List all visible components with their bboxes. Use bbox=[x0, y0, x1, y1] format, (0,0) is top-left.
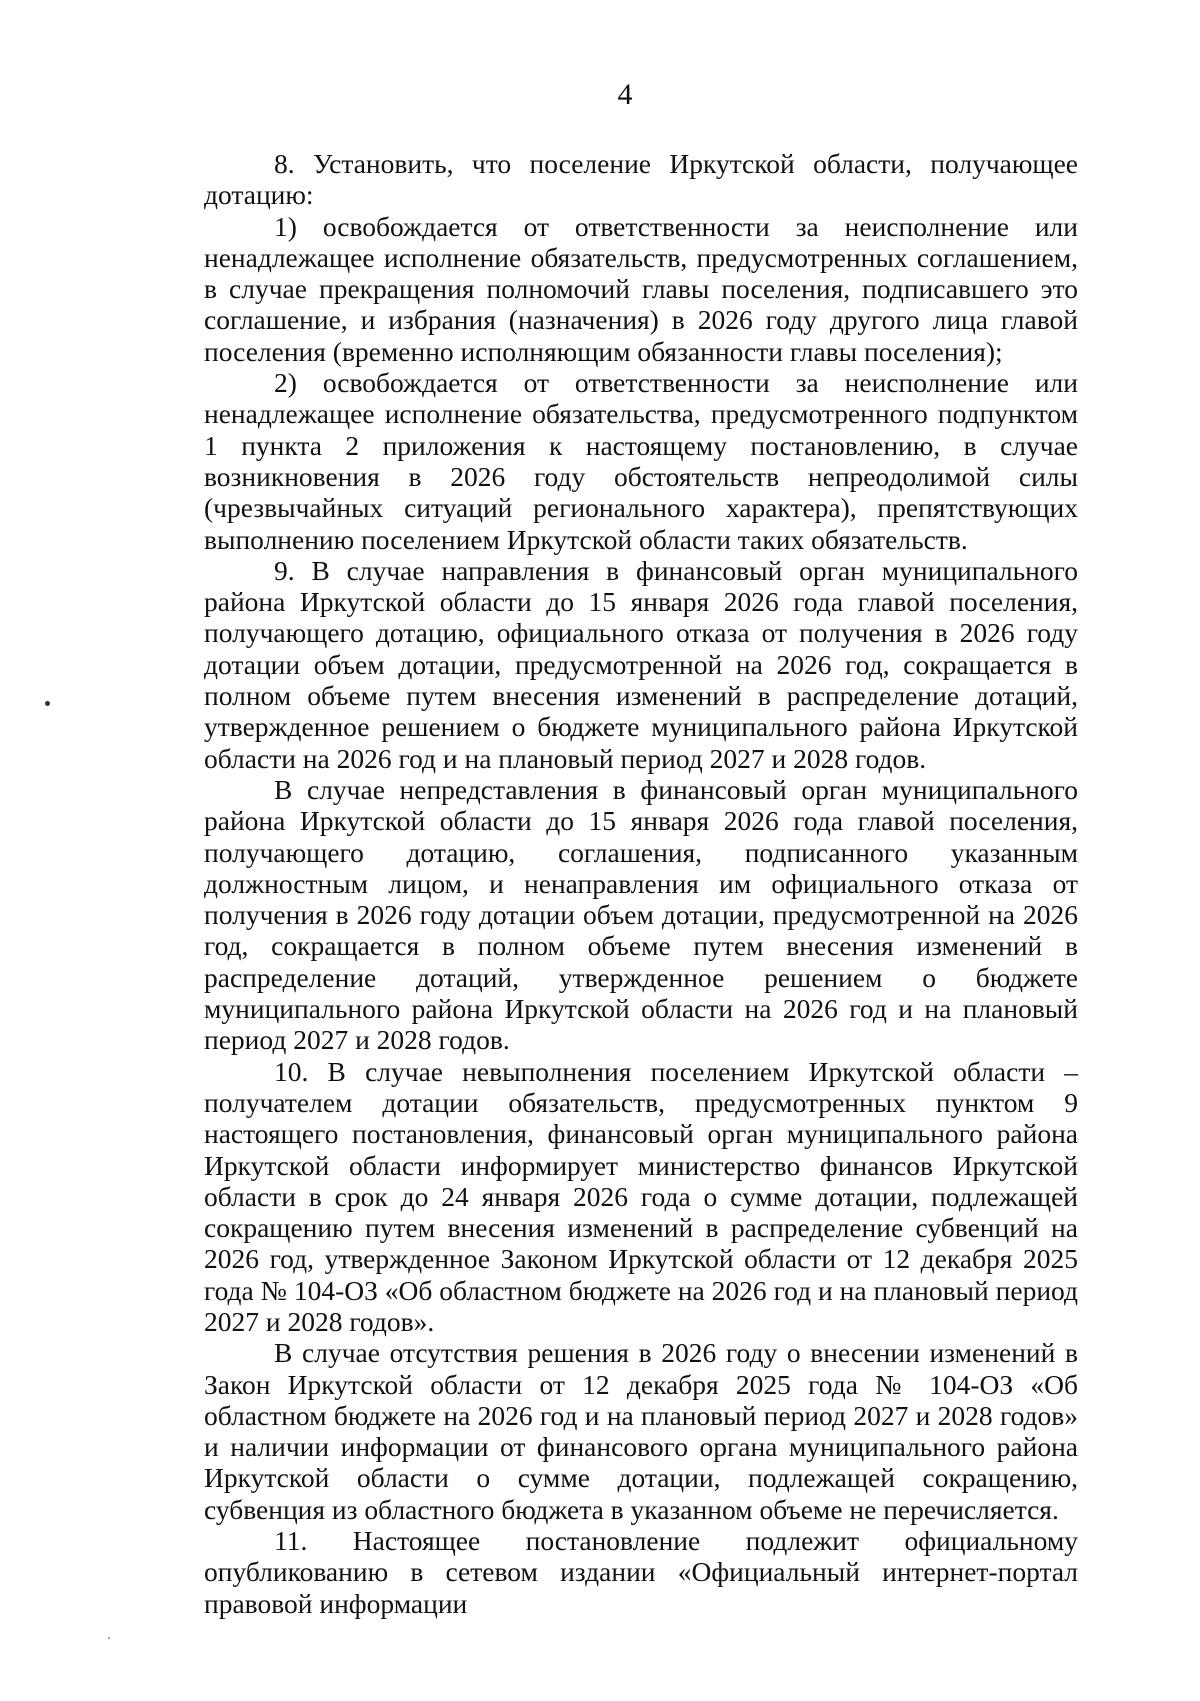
paragraph-subitem-1: 1) освобождается от ответственности за неисполнение или ненадлежащее исполнение обязательств, предусмотренных соглашением, в случае прекращения полномочий главы поселения, подписавшего это соглашение, и избрания (назначения) в 2026 году другого лица главой поселения (временно исполняющим обязанности главы поселения); bbox=[204, 210, 1078, 367]
scan-speck bbox=[108, 1637, 110, 1639]
paragraph-item-9: 9. В случае направления в финансовый орган муниципального района Иркутской области до 15 января 2026 года главой поселения, получающего дотацию, официального отказа от получения в 2026 году дотации объем дотации, предусмотренной на 2026 год, сокращается в полном объеме путем внесения изменений в распределение дотаций, утвержденное решением о бюджете муниципального района Иркутской области на 2026 год и на плановый период 2027 и 2028 годов. bbox=[204, 554, 1078, 774]
paragraph-item-10-continued: В случае отсутствия решения в 2026 году о внесении изменений в Закон Иркутской области от 12 декабря 2025 года № 104-ОЗ «Об областном бюджете на 2026 год и на плановый период 2027 и 2028 годов» и наличии информации от финансового органа муниципального района Иркутской области о сумме дотации, подлежащей сокращению, субвенция из областного бюджета в указанном объеме не перечисляется. bbox=[204, 1337, 1078, 1525]
scan-speck bbox=[45, 701, 50, 706]
paragraph-item-11: 11. Настоящее постановление подлежит официальному опубликованию в сетевом издании «Официальный интернет-портал правовой информации bbox=[204, 1525, 1078, 1619]
paragraph-item-9-continued: В случае непредставления в финансовый орган муниципального района Иркутской области до 15 января 2026 года главой поселения, получающего дотацию, соглашения, подписанного указанным должностным лицом, и ненаправления им официального отказа от получения в 2026 году дотации объем дотации, предусмотренной на 2026 год, сокращается в полном объеме путем внесения изменений в распределение дотаций, утвержденное решением о бюджете муниципального района Иркутской области на 2026 год и на плановый период 2027 и 2028 годов. bbox=[204, 773, 1078, 1056]
paragraph-subitem-2: 2) освобождается от ответственности за неисполнение или ненадлежащее исполнение обязательства, предусмотренного подпунктом 1 пункта 2 приложения к настоящему постановлению, в случае возникновения в 2026 году обстоятельств непреодолимой силы (чрезвычайных ситуаций регионального характера), препятствующих выполнению поселением Иркутской области таких обязательств. bbox=[204, 367, 1078, 555]
paragraph-item-10: 10. В случае невыполнения поселением Иркутской области – получателем дотации обязательств, предусмотренных пунктом 9 настоящего постановления, финансовый орган муниципального района Иркутской области информирует министерство финансов Иркутской области в срок до 24 января 2026 года о сумме дотации, подлежащей сокращению путем внесения изменений в распределение субвенций на 2026 год, утвержденное Законом Иркутской области от 12 декабря 2025 года № 104-ОЗ «Об областном бюджете на 2026 год и на плановый период 2027 и 2028 годов». bbox=[204, 1055, 1078, 1337]
paragraph-item-8: 8. Установить, что поселение Иркутской области, получающее дотацию: bbox=[204, 148, 1078, 211]
page-number: 4 bbox=[617, 78, 633, 111]
document-body bbox=[204, 148, 1078, 1619]
